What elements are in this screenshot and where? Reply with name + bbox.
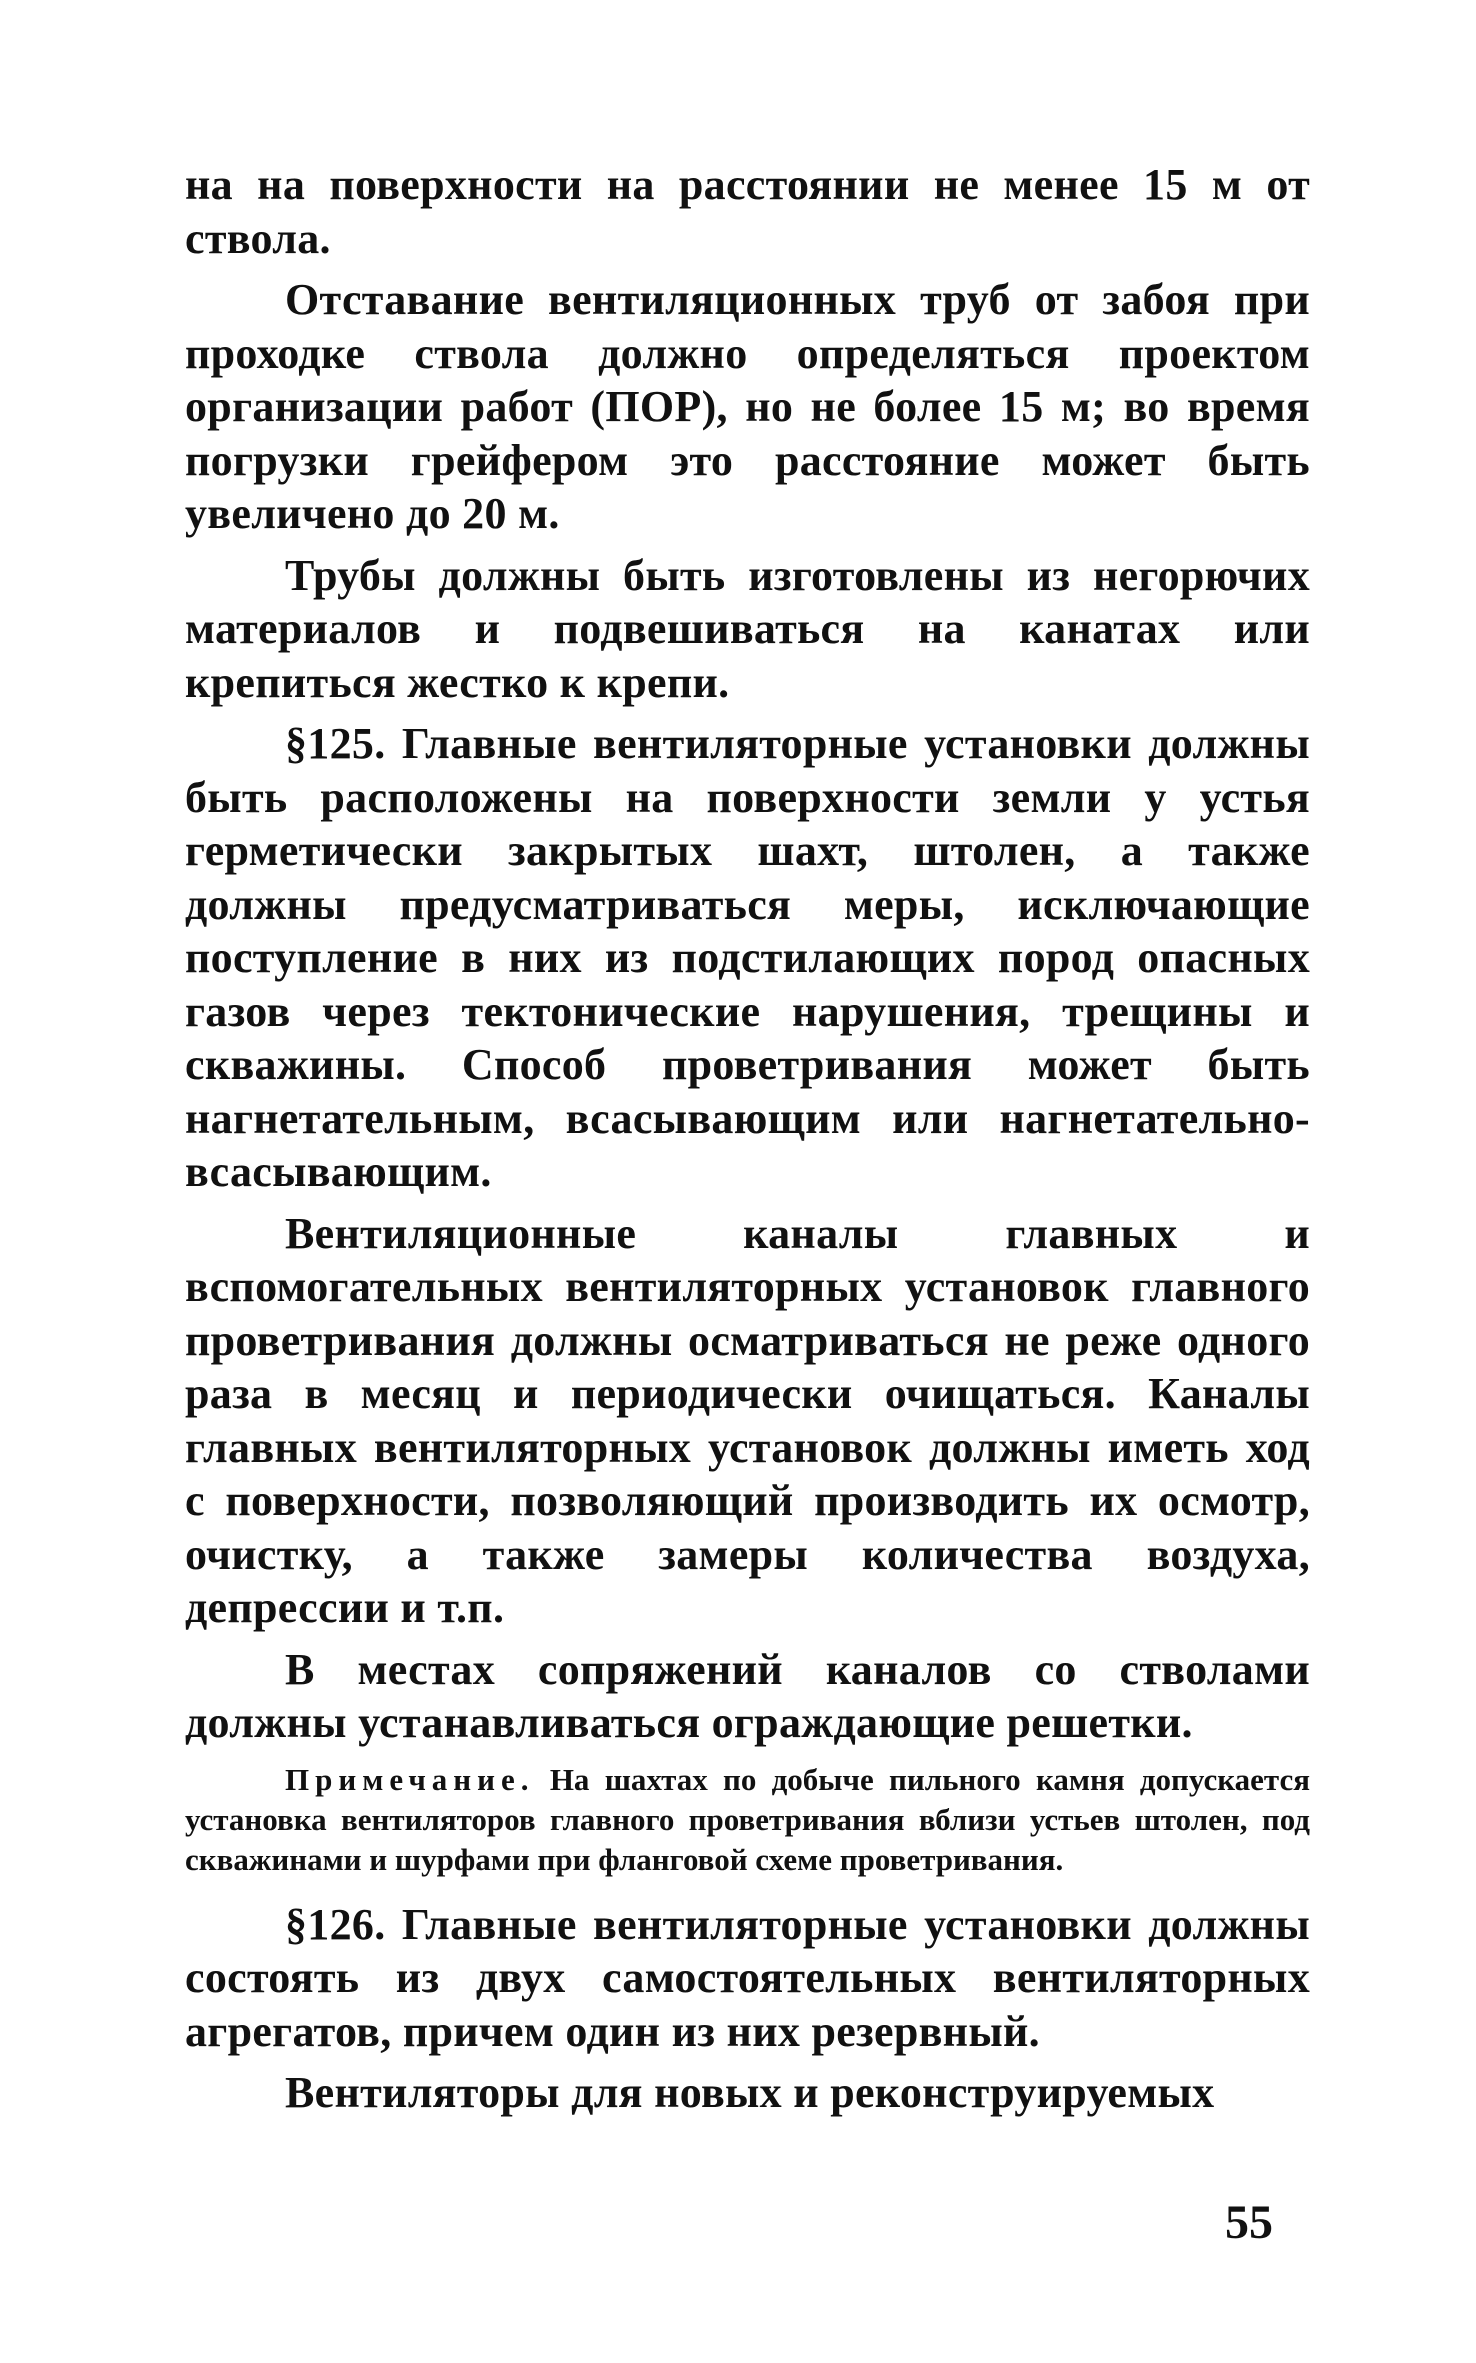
note-label: Примечание. xyxy=(285,1761,535,1797)
paragraph-pipe-materials: Трубы должны быть изготовлены из негорючих материалов и подвешиваться на канатах или крепиться жестко к крепи. xyxy=(185,550,1310,707)
paragraph-section-126: §126. Главные вентиляторные установки должны состоять из двух самостоятельных вентиляторных агрегатов, причем один из них резервный. xyxy=(185,1899,1310,2056)
note-block xyxy=(185,1760,1310,1880)
paragraph-continuation: на на поверхности на расстоянии не менее 15 м от ствола. xyxy=(185,160,1310,263)
note-text: На шахтах по добыче пильного камня допускается установка вентиляторов главного проветривания вблизи устьев штолен, под скважинами и шурфами при фланговой схеме проветривания. xyxy=(185,1761,1310,1877)
paragraph-pipe-lag: Отставание вентиляционных труб от забоя при проходке ствола должно определяться проектом организации работ (ПОР), но не более 15 м; во время погрузки грейфером это расстояние может быть увеличено до 20 м. xyxy=(185,275,1310,538)
paragraph-grates: В местах сопряжений каналов со стволами должны устанавливаться ограждающие решетки. xyxy=(185,1644,1310,1747)
page-body xyxy=(185,158,1310,2128)
paragraph-ventilation-channels: Вентиляционные каналы главных и вспомогательных вентиляторных установок главного проветривания должны осматриваться не реже одного раза в месяц и периодически очищаться. Каналы главных вентиляторных установок должны иметь ход с поверхности, позволяющий производить их осмотр, очистку, а также замеры количества воздуха, депрессии и т.п. xyxy=(185,1208,1310,1632)
paragraph-fans-new: Вентиляторы для новых и реконструируемых xyxy=(285,2068,1215,2117)
paragraph-section-125: §125. Главные вентиляторные установки должны быть расположены на поверхности земли у устья герметически закрытых шахт, штолен, а также должны предусматриваться меры, исключающие поступление в них из подстилающих пород опасных газов через тектонические нарушения, трещины и скважины. Способ проветривания может быть нагнетательным, всасывающим или нагнетательно-всасывающим. xyxy=(185,719,1310,1196)
page-number: 55 xyxy=(1225,2196,1273,2249)
